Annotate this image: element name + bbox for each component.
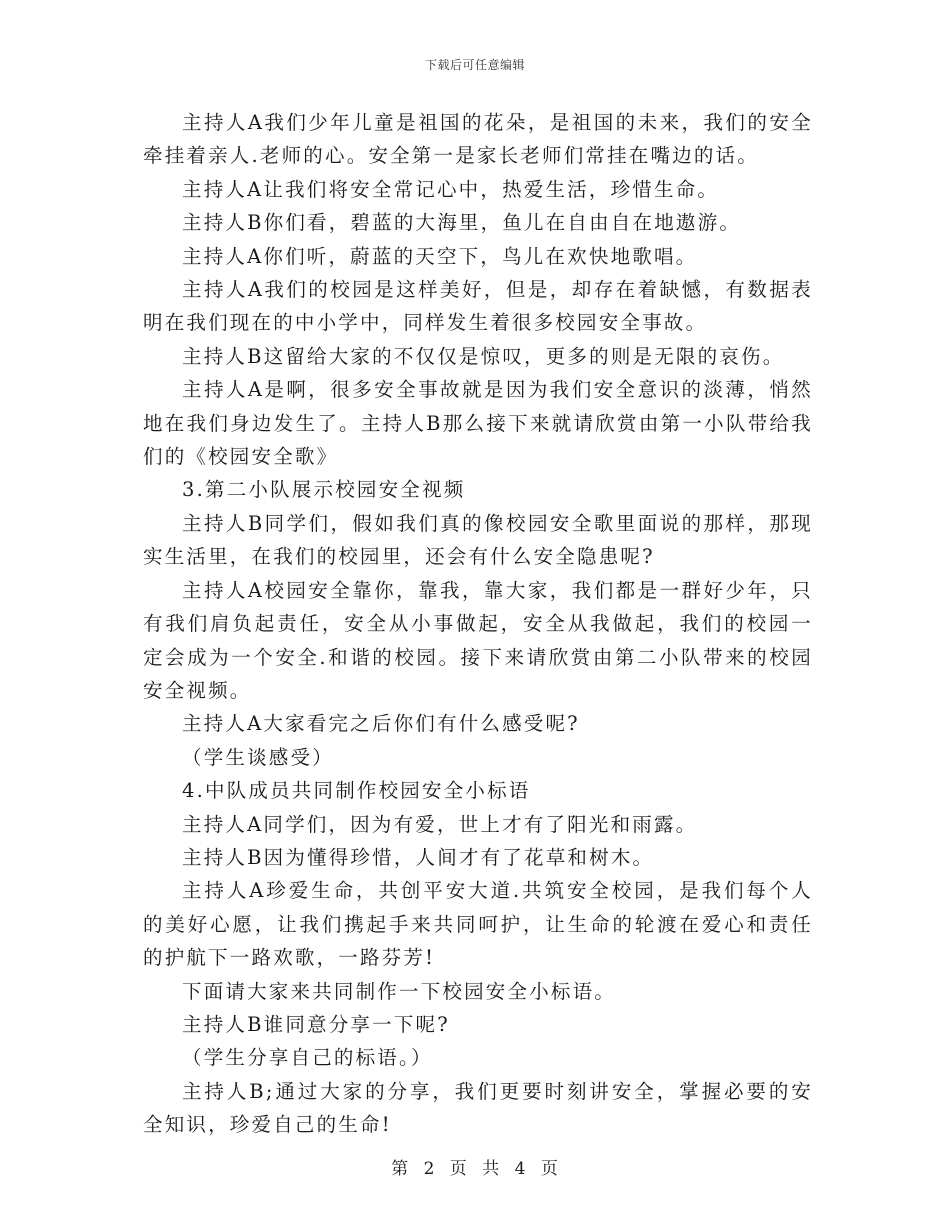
stage-direction: （学生分享自己的标语。）	[182, 1046, 433, 1070]
paragraph: 主持人B这留给大家的不仅仅是惊叹，更多的则是无限的哀伤。	[182, 344, 785, 368]
paragraph: 主持人B谁同意分享一下呢?	[182, 1012, 450, 1036]
paragraph: 下面请大家来共同制作一下校园安全小标语。	[182, 979, 617, 1003]
paragraph: 主持人A我们的校园是这样美好，但是，却存在着缺憾，有数据表明在我们现在的中小学中，同样发生着很多校园安全事故。	[143, 278, 813, 335]
section-heading: 3.第二小队展示校园安全视频	[182, 478, 466, 502]
stage-direction: （学生谈感受）	[182, 745, 334, 769]
page-number: 第 2 页 共 4 页	[391, 1159, 559, 1179]
paragraph: 主持人A我们少年儿童是祖国的花朵，是祖国的未来，我们的安全牵挂着亲人.老师的心。安全第一是家长老师们常挂在嘴边的话。	[143, 111, 813, 168]
paragraph: 主持人A校园安全靠你，靠我，靠大家，我们都是一群好少年，只有我们肩负起责任，安全从小事做起，安全从我做起，我们的校园一定会成为一个安全.和谐的校园。接下来请欣赏由第二小队带来的校园安全视频。	[143, 578, 813, 702]
paragraph: 主持人A你们听，蔚蓝的天空下，鸟儿在欢快地歌唱。	[182, 244, 698, 268]
document-body	[143, 106, 813, 1142]
header-note: 下载后可任意编辑	[424, 58, 525, 72]
paragraph: 主持人A同学们，因为有爱，世上才有了阳光和雨露。	[182, 812, 698, 836]
paragraph: 主持人B同学们，假如我们真的像校园安全歌里面说的那样，那现实生活里，在我们的校园里，还会有什么安全隐患呢?	[143, 511, 813, 569]
paragraph: 主持人A珍爱生命，共创平安大道.共筑安全校园，是我们每个人的美好心愿，让我们携起手来共同呵护，让生命的轮渡在爱心和责任的护航下一路欢歌，一路芬芳!	[143, 879, 813, 970]
paragraph: 主持人A让我们将安全常记心中，热爱生活，珍惜生命。	[182, 177, 720, 201]
paragraph: 主持人A是啊，很多安全事故就是因为我们安全意识的淡薄，悄然地在我们身边发生了。主持人B那么接下来就请欣赏由第一小队带给我们的《校园安全歌》	[143, 378, 813, 469]
section-heading: 4.中队成员共同制作校园安全小标语	[182, 779, 531, 803]
paragraph: 主持人B;通过大家的分享，我们更要时刻讲安全，掌握必要的安全知识，珍爱自己的生命!	[143, 1079, 813, 1137]
paragraph: 主持人B你们看，碧蓝的大海里，鱼儿在自由自在地遨游。	[182, 211, 742, 235]
paragraph: 主持人A大家看完之后你们有什么感受呢?	[182, 712, 580, 736]
paragraph: 主持人B因为懂得珍惜，人间才有了花草和树木。	[182, 845, 655, 869]
